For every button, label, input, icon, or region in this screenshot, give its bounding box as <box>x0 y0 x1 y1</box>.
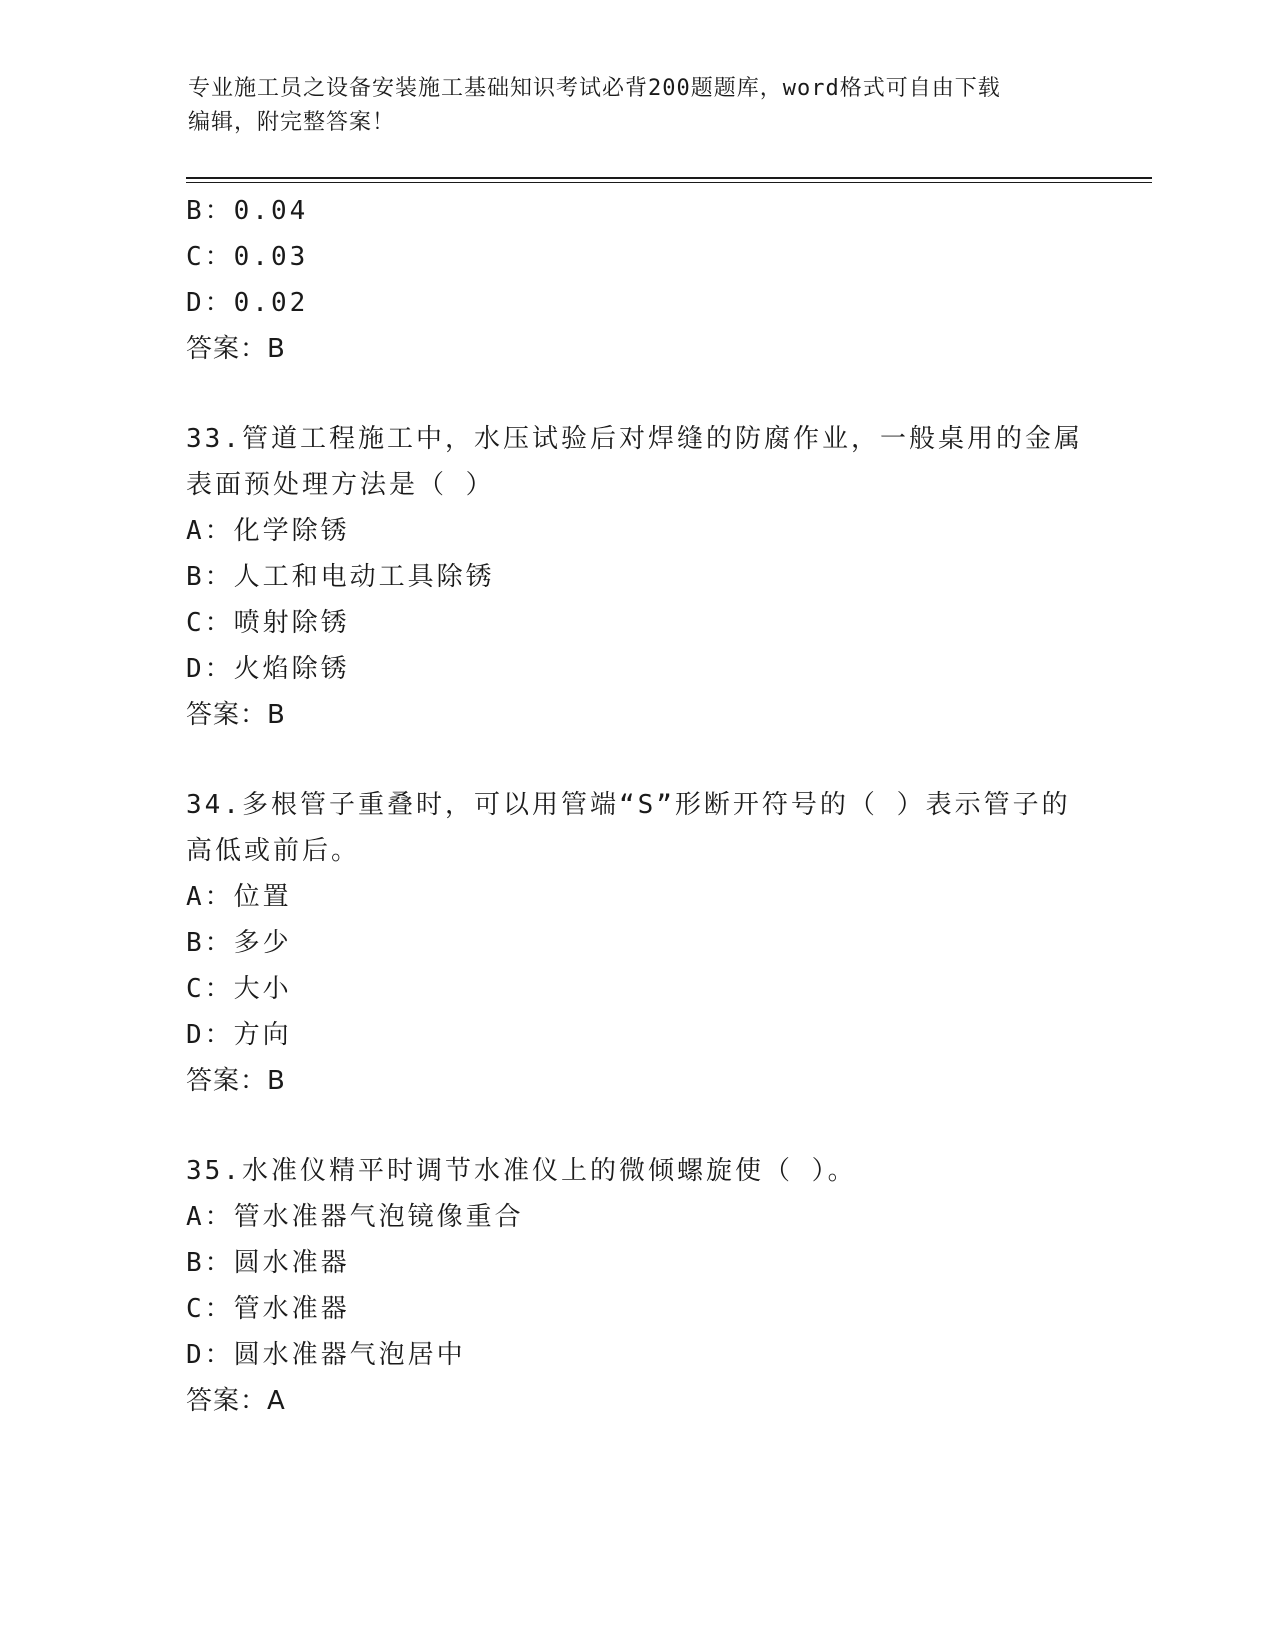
question-34 <box>186 782 1086 1104</box>
option-b: B：人工和电动工具除锈 <box>186 562 495 592</box>
option-d: D：圆水准器气泡居中 <box>186 1340 466 1370</box>
option-c: C：喷射除锈 <box>186 608 350 638</box>
option-d: D：方向 <box>186 1020 292 1050</box>
header-divider-thick <box>186 177 1152 179</box>
question-32-continued <box>186 188 1086 372</box>
header-line-1: 专业施工员之设备安装施工基础知识考试必背200题题库，word格式可自由下载 <box>188 76 1001 101</box>
question-text: 33.管道工程施工中，水压试验后对焊缝的防腐作业，一般桌用的金属 <box>186 424 1083 454</box>
answer-line: 答案：B <box>186 1066 286 1096</box>
option-c: C：管水准器 <box>186 1294 350 1324</box>
header-divider-thin <box>186 182 1152 183</box>
answer-line: 答案：B <box>186 334 286 364</box>
option-c: C：大小 <box>186 974 292 1004</box>
question-text-continued: 表面预处理方法是（ ） <box>186 470 495 500</box>
option-d: D：火焰除锈 <box>186 654 350 684</box>
answer-line: 答案：A <box>186 1386 286 1416</box>
question-33 <box>186 416 1086 738</box>
option-c: C：0.03 <box>186 242 309 272</box>
question-35 <box>186 1148 1086 1424</box>
option-a: A：管水准器气泡镜像重合 <box>186 1202 524 1232</box>
question-text: 35.水准仪精平时调节水准仪上的微倾螺旋使（ ）。 <box>186 1156 857 1186</box>
header-line-2: 编辑，附完整答案！ <box>188 110 396 135</box>
option-b: B：0.04 <box>186 196 309 226</box>
question-text-continued: 高低或前后。 <box>186 836 361 866</box>
document-header <box>188 72 1068 140</box>
option-b: B：圆水准器 <box>186 1248 350 1278</box>
question-list <box>186 188 1086 1424</box>
question-text: 34.多根管子重叠时，可以用管端“S”形断开符号的（ ）表示管子的 <box>186 790 1071 820</box>
option-d: D：0.02 <box>186 288 309 318</box>
option-a: A：化学除锈 <box>186 516 350 546</box>
option-a: A：位置 <box>186 882 292 912</box>
answer-line: 答案：B <box>186 700 286 730</box>
option-b: B：多少 <box>186 928 292 958</box>
